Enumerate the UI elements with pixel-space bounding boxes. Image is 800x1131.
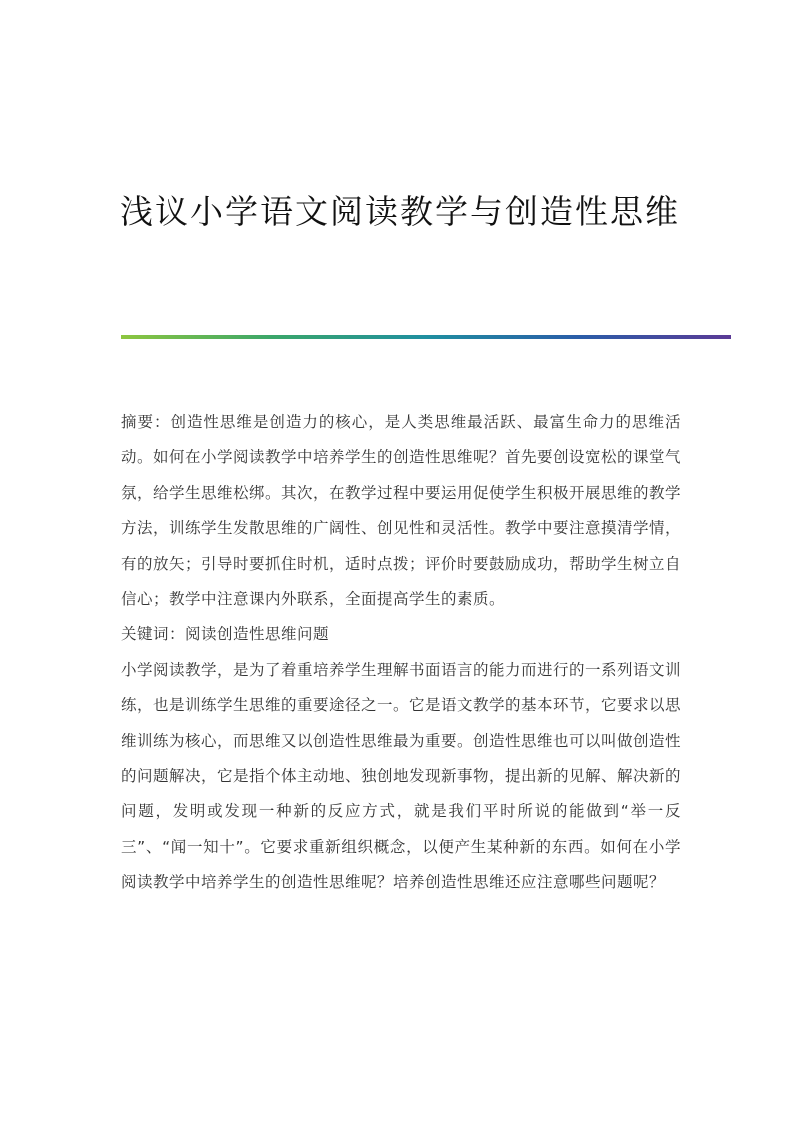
document-title: 浅议小学语文阅读教学与创造性思维 <box>120 192 680 231</box>
title-divider <box>121 335 731 339</box>
body-paragraph: 小学阅读教学，是为了着重培养学生理解书面语言的能力而进行的一系列语文训练，也是训练学生思维的重要途径之一。它是语文教学的基本环节，它要求以思维训练为核心，而思维又以创造性思维最为重要。创造性思维也可以叫做创造性的问题解决，它是指个体主动地、独创地发现新事物，提出新的见解、解决新的问题，发明或发现一种新的反应方式，就是我们平时所说的能做到“举一反三”、“闻一知十”。它要求重新组织概念，以便产生某种新的东西。如何在小学阅读教学中培养学生的创造性思维呢？培养创造性思维还应注意哪些问题呢？ <box>121 660 682 892</box>
document-body <box>121 405 681 901</box>
keywords-line: 关键词：阅读创造性思维问题 <box>121 625 330 644</box>
abstract-paragraph: 摘要：创造性思维是创造力的核心，是人类思维最活跃、最富生命力的思维活动。如何在小学阅读教学中培养学生的创造性思维呢？首先要创设宽松的课堂气氛，给学生思维松绑。其次，在教学过程中要运用促使学生积极开展思维的教学方法，训练学生发散思维的广阔性、创见性和灵活性。教学中要注意摸清学情，有的放矢；引导时要抓住时机，适时点拨；评价时要鼓励成功，帮助学生树立自信心；教学中注意课内外联系，全面提高学生的素质。 <box>121 413 682 609</box>
